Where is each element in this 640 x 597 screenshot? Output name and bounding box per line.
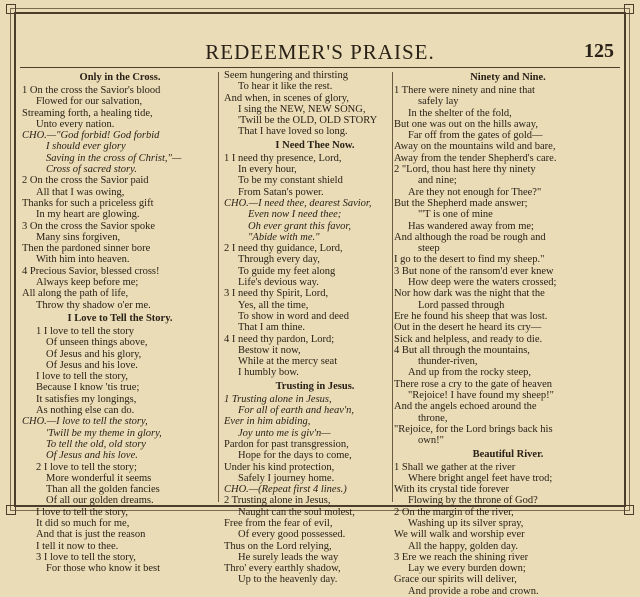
hymn-line: He surely leads the way (238, 551, 339, 563)
hymn-line: I go to the desert to find my sheep." (394, 254, 545, 266)
hymn-line: Safely I journey home. (238, 472, 335, 484)
hymn-line: Away from the tender Shepherd's care. (394, 152, 557, 164)
hymn-line: I should ever glory (46, 141, 126, 153)
hymn-line: For all of earth and heav'n, (238, 405, 354, 417)
hymn-line: Bestow it now, (238, 344, 301, 356)
hymn-title: Only in the Cross. (79, 72, 161, 83)
hymn-line: Of every good possessed. (238, 529, 346, 541)
hymn-line: Cross of sacred story. (46, 164, 137, 176)
page-number: 125 (584, 40, 614, 62)
hymn-line: Of Jesus and his love. (46, 359, 138, 371)
hymn-line: And up from the rocky steep, (408, 367, 532, 379)
hymn-line: Flowing by the throne of God? (408, 495, 538, 507)
hymn-line: How deep were the waters crossed; (408, 277, 557, 289)
hymn-title: I Need Thee Now. (275, 139, 355, 151)
hymn-line: Joy unto me is giv'n— (238, 427, 331, 439)
hymn-line: 'Twill be the OLD, OLD STORY (238, 115, 378, 127)
page-header (20, 40, 620, 66)
hymn-line: Oh ever grant this favor, (248, 220, 351, 232)
hymn-line: Pardon for past transgression, (224, 438, 349, 450)
column-divider (218, 72, 219, 502)
corner-ornament (6, 4, 16, 14)
hymn-line: All along the path of life, (22, 288, 129, 300)
hymn-line: 2 On the margin of the river, (394, 506, 514, 518)
hymn-line: Even now I need thee; (248, 209, 342, 221)
hymn-line: Are they not enough for Thee?" (408, 186, 542, 198)
hymn-line: throne, (418, 412, 448, 424)
hymn-line: While at the mercy seat (238, 356, 338, 368)
hymn-line: Hope for the days to come, (238, 450, 352, 462)
hymn-line: 1 I need thy presence, Lord, (224, 152, 342, 164)
hymn-line: Lay we every burden down; (408, 563, 526, 575)
hymn-line: I tell it now to thee. (36, 540, 119, 552)
hymn-line: Seem hungering and thirsting (224, 70, 348, 81)
page-title: REDEEMER'S PRAISE. (205, 40, 435, 64)
hymn-line: And that is just the reason (36, 529, 146, 541)
corner-ornament (624, 505, 634, 515)
hymn-line: Has wandered away from me; (408, 220, 534, 232)
hymn-line: As nothing else can do. (36, 405, 135, 417)
hymn-line: and nine; (418, 175, 457, 187)
hymn-line: Ever in him abiding, (224, 416, 311, 428)
hymn-title: Ninety and Nine. (470, 72, 546, 83)
hymn-line: 3 On the cross the Savior spoke (22, 220, 155, 232)
hymn-line: In every hour, (238, 164, 297, 176)
hymn-line: That I am thine. (238, 322, 306, 334)
hymn-line: Washing up its silver spray, (408, 517, 524, 529)
hymn-title: I Love to Tell the Story. (67, 312, 173, 324)
hymn-line: 3 I love to tell the story, (36, 551, 136, 563)
hymn-line: To hear it like the rest. (238, 81, 333, 93)
hymn-line: steep (418, 243, 440, 255)
hymn-title: Beautiful River. (472, 448, 544, 460)
hymn-line: There rose a cry to the gate of heaven (394, 378, 553, 390)
hymn-line: In my heart are glowing. (36, 209, 140, 221)
hymn-line: Naught can the soul molest, (238, 506, 355, 518)
hymn-line: Throw thy shadow o'er me. (36, 299, 151, 311)
hymn-line: 2 Trusting alone in Jesus, (224, 495, 331, 507)
hymn-line: But one was out on the hills away, (394, 118, 538, 130)
hymn-line: To be my constant shield (238, 175, 343, 187)
hymn-line: All the happy, golden day. (408, 540, 519, 552)
hymn-line: All that I was owing, (36, 186, 125, 198)
hymn-line: Thanks for such a priceless gift (22, 197, 154, 209)
hymn-line: "Rejoice, for the Lord brings back his (394, 423, 553, 435)
hymn-line: own!" (418, 435, 444, 447)
hymn-line: CHO.—I need thee, dearest Savior, (224, 197, 372, 209)
hymn-line: Up to the heavenly day. (238, 574, 338, 586)
hymn-line: Far off from the gates of gold— (408, 130, 543, 142)
hymn-line: 1 There were ninety and nine that (394, 85, 535, 96)
hymn-line: Always keep before me; (36, 277, 139, 289)
hymn-line: Saving in the cross of Christ,"— (46, 152, 182, 164)
hymn-line: 1 Shall we gather at the river (394, 461, 516, 473)
hymn-line: Free from the fear of evil, (224, 517, 333, 529)
hymn-line: 1 Trusting alone in Jesus, (224, 393, 332, 405)
text-column-1 (22, 70, 218, 575)
hymn-line: But the Shepherd made answer; (394, 197, 528, 209)
hymn-line: Lord passed through (418, 299, 505, 311)
hymn-line: And although the road be rough and (394, 231, 546, 243)
hymn-line: 3 Ere we reach the shining river (394, 551, 529, 563)
hymn-line: Nor how dark was the night that the (394, 288, 545, 300)
corner-ornament (6, 505, 16, 515)
hymn-line: Under his kind protection, (224, 461, 335, 473)
hymn-line: Unto every nation. (36, 118, 115, 130)
hymn-line: And provide a robe and crown. (408, 585, 539, 597)
hymn-line: It did so much for me, (36, 517, 130, 529)
hymn-line: Of unseen things above, (46, 337, 148, 349)
hymn-line: Of all our golden dreams. (46, 495, 154, 507)
hymn-line: Away on the mountains wild and bare, (394, 141, 556, 153)
hymn-line: To guide my feet along (238, 265, 336, 277)
hymn-line: In the shelter of the fold, (408, 107, 512, 119)
hymn-line: 3 I need thy Spirit, Lord, (224, 288, 329, 300)
hymn-line: thunder-riven, (418, 356, 478, 368)
hymn-line: For those who know it best (46, 563, 161, 575)
hymn-line: 2 On the cross the Savior paid (22, 175, 149, 187)
hymn-line: "Abide with me." (248, 231, 320, 243)
hymn-line: With its crystal tide forever (394, 484, 510, 496)
hymn-line: CHO.—"God forbid! God forbid (22, 130, 160, 142)
hymn-line: 4 But all through the mountains, (394, 344, 530, 356)
header-rule (20, 67, 620, 68)
text-column-3 (394, 70, 622, 597)
hymn-line: CHO.—I love to tell the story, (22, 416, 148, 428)
hymn-line: I sing the NEW, NEW SONG, (238, 103, 366, 115)
hymn-line: More wonderful it seems (46, 472, 152, 484)
hymn-line: "'T is one of mine (418, 209, 493, 221)
hymn-line: From Satan's power. (238, 186, 324, 198)
hymn-line: And the angels echoed around the (394, 401, 537, 413)
hymn-line: Out in the desert he heard its cry— (394, 322, 542, 334)
hymn-line: And when, in scenes of glory, (224, 92, 350, 104)
hymn-line: 4 I need thy pardon, Lord; (224, 333, 335, 345)
hymn-line: Ere he found his sheep that was lost. (394, 310, 548, 322)
hymn-line: "Rejoice! I have found my sheep!" (408, 390, 554, 402)
hymn-line: CHO.—(Repeat first 4 lines.) (224, 484, 347, 496)
hymn-line: Thus on the Lord relying, (224, 540, 332, 552)
hymn-line: It satisfies my longings, (36, 393, 137, 405)
hymn-line: 2 "Lord, thou hast here thy ninety (394, 164, 536, 176)
hymn-line: Sick and helpless, and ready to die. (394, 333, 543, 345)
hymn-line: I humbly bow. (238, 367, 299, 379)
hymn-line: safely lay (418, 96, 459, 108)
hymn-line: Life's devious way. (238, 277, 319, 289)
hymn-line: Of Jesus and his love. (46, 450, 138, 462)
hymn-line: Many sins forgiven, (36, 231, 121, 243)
text-column-2 (224, 70, 406, 586)
hymn-line: 2 I need thy guidance, Lord, (224, 243, 343, 255)
hymn-line: 1 On the cross the Savior's blood (22, 85, 161, 96)
hymn-line: Streaming forth, a healing tide, (22, 107, 153, 119)
hymn-line: Because I know 'tis true; (36, 382, 140, 394)
hymn-line: Through every day, (238, 254, 320, 266)
hymn-line: Thro' every earthly shadow, (224, 563, 341, 575)
hymn-line: Then the pardoned sinner bore (22, 243, 151, 255)
hymn-line: 1 I love to tell the story (36, 325, 134, 337)
hymn-line: Of Jesus and his glory, (46, 348, 142, 360)
hymn-line: Than all the golden fancies (46, 484, 160, 496)
hymn-line: 4 Precious Savior, blessed cross! (22, 265, 160, 277)
hymn-title: Trusting in Jesus. (275, 380, 355, 392)
hymn-line: We will walk and worship ever (394, 529, 525, 541)
hymn-line: 3 But none of the ransom'd ever knew (394, 265, 554, 277)
hymn-line: Yes, all the time, (238, 299, 309, 311)
hymn-line: Where bright angel feet have trod; (408, 472, 553, 484)
corner-ornament (624, 4, 634, 14)
hymn-line: With him into heaven. (36, 254, 130, 266)
hymn-line: To tell the old, old story (46, 438, 146, 450)
hymn-line: 2 I love to tell the story; (36, 461, 137, 473)
hymn-line: I love to tell the story, (36, 371, 129, 383)
hymn-line: To show in word and deed (238, 310, 349, 322)
hymn-line: Flowed for our salvation, (36, 96, 143, 108)
hymn-line: 'Twill be my theme in glory, (46, 427, 162, 439)
hymn-line: That I have loved so long. (238, 126, 348, 138)
hymn-line: I love to tell the story, (36, 506, 129, 518)
hymn-line: Grace our spirits will deliver, (394, 574, 517, 586)
